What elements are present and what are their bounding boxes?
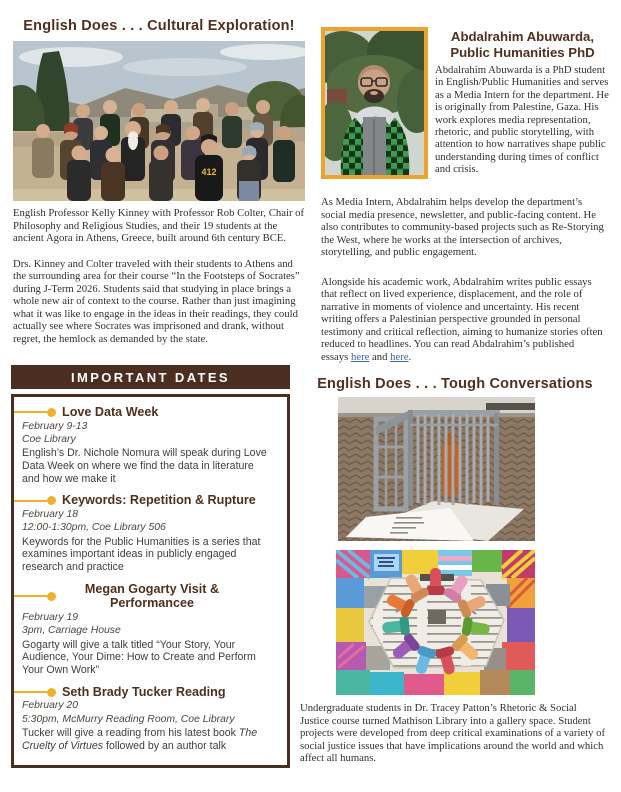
important-dates-section <box>11 365 290 768</box>
event-line-decoration <box>14 500 47 502</box>
collage-artwork-photo <box>336 550 535 695</box>
essays-text: Alongside his academic work, Abdalrahim writes public essays that reflect on lived experience, displacement, and the role of narrative in moments of violence and uncertainty. His recent writing offers a Palestinian perspective grounded in personal testimony and critical reflection, aiming to humanize stories often reduced to headlines. You can read Abdalrahim’s published essays <box>321 275 603 363</box>
event-description-text: Tucker will give a reading from his latest book <box>22 727 239 740</box>
book-title: The Cruelty of Virtues <box>22 727 258 752</box>
event-description: Keywords for the Public Humanities is a series that examines important ideas in publicly engaged research and practice <box>22 535 261 574</box>
event-keywords <box>14 493 281 573</box>
event-date: February 18 <box>22 508 79 520</box>
event-tucker-reading <box>14 685 281 753</box>
event-location: 12:00-1:30pm, Coe Library 506 <box>22 522 166 534</box>
collage-artwork-photo-wrap <box>336 550 610 695</box>
event-line-decoration <box>14 691 47 693</box>
essays-paragraph <box>321 276 604 364</box>
gallery-caption: Undergraduate students in Dr. Tracey Patton’s Rhetoric & Social Justice course turned Mathison Library into a gallery space. Student projects were developed from deep critical examinations of a variety of social justice issues that have implications around the world and which affect all humans. <box>300 702 606 764</box>
profile-name: Abdalrahim Abuwarda, <box>450 29 595 44</box>
event-location: 5:30pm, McMurry Reading Room, Coe Library <box>22 713 235 725</box>
event-location: Coe Library <box>22 433 76 445</box>
essays-text-end: . <box>408 350 412 363</box>
profile-heading <box>435 29 610 60</box>
event-title-row <box>14 493 281 508</box>
tough-conversations-title: English Does . . . Tough Conversations <box>317 376 593 392</box>
event-bullet-icon <box>47 592 56 601</box>
profile-role: Public Humanities PhD <box>450 44 595 60</box>
event-location: 3pm, Carriage House <box>22 625 121 637</box>
right-column <box>300 0 610 765</box>
group-photo-athens <box>13 41 305 201</box>
event-description: Gogarty will give a talk titled “Your Story, Your Audience, Your Dime: How to Create and Perform Your Own Work” <box>22 638 256 677</box>
event-title-row <box>14 685 281 700</box>
essay-link-2[interactable]: here <box>390 350 409 363</box>
event-line-decoration <box>14 411 47 413</box>
essay-link-1[interactable]: here <box>350 350 370 363</box>
event-title: Megan Gogarty Visit & Performancee <box>84 581 220 611</box>
event-date: February 9-13 <box>22 420 88 432</box>
event-title: Keywords: Repetition & Rupture <box>62 493 256 508</box>
event-date: February 20 <box>22 700 79 712</box>
left-column <box>13 18 305 768</box>
event-title: Seth Brady Tucker Reading <box>62 684 226 699</box>
portrait-photo <box>325 31 424 175</box>
event-love-data-week <box>14 405 281 485</box>
cultural-exploration-title: English Does . . . Cultural Exploration! <box>23 18 295 34</box>
essays-text-and: and <box>369 350 391 363</box>
cage-artwork-photo-wrap <box>338 397 610 541</box>
cultural-exploration-paragraph: Drs. Kinney and Colter traveled with their students to Athens and the surrounding area for their course “In the Footsteps of Socrates” during J-Term 2026. Students said that studying in place brings a whole new air of context to the course. Rather than just imagining what it was like to engage in the ideas in their readings, they could actually see where Socrates was imprisoned and drank, without regret, the hemlock as demanded by the state. <box>13 257 300 345</box>
event-bullet-icon <box>47 496 56 505</box>
event-line-decoration <box>14 595 47 597</box>
profile-section <box>321 27 610 179</box>
profile-text-block <box>435 27 610 179</box>
event-description: English’s Dr. Nichole Nomura will speak during Love Data Week on where we find the data in literature and how we make it <box>22 447 267 485</box>
event-title: Love Data Week <box>62 405 159 419</box>
cage-artwork-photo <box>338 397 535 541</box>
important-dates-header: IMPORTANT DATES <box>11 365 290 389</box>
profile-bio: Abdalrahim Abuwarda is a PhD student in English/Public Humanities and serves as a Media Intern for the department. He is originally from Palestine, Gaza. His work explores media representation, rhetoric, and public storytelling, with attention to how narratives shape public understanding during times of conflict and crisis. <box>435 64 609 176</box>
group-photo-caption: English Professor Kelly Kinney with Professor Rob Colter, Chair of Philosophy and Religious Studies, and their 19 students at the ancient Agora in Athens, Greece, built around 6th century BCE. <box>13 207 305 244</box>
event-date: February 19 <box>22 611 79 623</box>
event-description <box>22 727 274 752</box>
event-bullet-icon <box>47 408 56 417</box>
media-intern-paragraph: As Media Intern, Abdalrahim helps develop the department’s social media presence, newsletter, and public-facing content. He also contributes to community-based projects such as Re-Storying the West, where he works at the intersection of archives, storytelling, and public engagement. <box>321 196 604 258</box>
event-gogarty-visit <box>14 582 281 677</box>
event-title-row <box>14 582 281 611</box>
portrait-photo-frame <box>321 27 428 179</box>
important-dates-box <box>11 394 290 768</box>
event-description-text: followed by an author talk <box>103 739 227 752</box>
shirt-number-text: 412 <box>201 167 217 177</box>
event-title-row <box>14 405 281 420</box>
event-bullet-icon <box>47 688 56 697</box>
